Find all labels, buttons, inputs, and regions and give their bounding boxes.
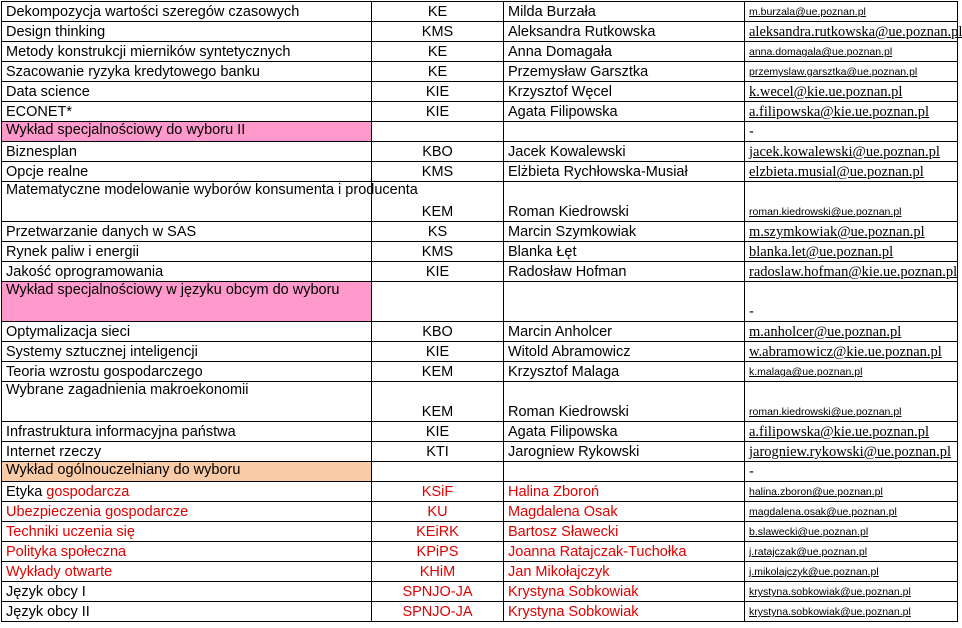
table-row xyxy=(2,442,958,462)
subject-text-highlight: gospodarcza xyxy=(46,484,130,500)
lecturer-cell: Jan Mikołajczyk xyxy=(504,562,745,582)
lecturer-cell: Roman Kiedrowski xyxy=(504,182,745,222)
lecturer-cell: Bartosz Sławecki xyxy=(504,522,745,542)
email-link[interactable]: krystyna.sobkowiak@ue.poznan.pl xyxy=(745,582,958,602)
lecturer-cell: Przemysław Garsztka xyxy=(504,62,745,82)
email-link[interactable]: roman.kiedrowski@ue.poznan.pl xyxy=(745,382,958,422)
unit-code-cell: KE xyxy=(372,42,504,62)
subject-text: Etyka xyxy=(6,484,47,500)
email-link[interactable]: jarogniew.rykowski@ue.poznan.pl xyxy=(745,442,958,462)
unit-code-cell: KSiF xyxy=(372,482,504,502)
lecturer-cell: Roman Kiedrowski xyxy=(504,382,745,422)
email-link[interactable]: a.filipowska@kie.ue.poznan.pl xyxy=(745,422,958,442)
subject-text: Wykłady otwarte xyxy=(6,564,113,580)
table-row xyxy=(2,462,958,482)
unit-code-cell: KHiM xyxy=(372,562,504,582)
courses-table-body xyxy=(2,2,962,622)
subject-cell xyxy=(2,342,372,362)
subject-text: Polityka społeczna xyxy=(6,544,127,560)
unit-code-cell: KEiRK xyxy=(372,522,504,542)
subject-text: Design thinking xyxy=(6,24,106,40)
subject-text: Internet rzeczy xyxy=(6,444,102,460)
subject-cell xyxy=(2,382,372,422)
table-row xyxy=(2,22,958,42)
subject-cell xyxy=(2,542,372,562)
unit-code-cell: SPNJO-JA xyxy=(372,602,504,622)
lecturer-cell: Milda Burzała xyxy=(504,2,745,22)
unit-code-cell: KEM xyxy=(372,182,504,222)
lecturer-cell xyxy=(504,462,745,482)
unit-code-cell: KBO xyxy=(372,142,504,162)
subject-text: Dekompozycja wartości szeregów czasowych xyxy=(6,4,300,20)
subject-cell xyxy=(2,22,372,42)
email-link[interactable]: krystyna.sobkowiak@ue.poznan.pl xyxy=(745,602,958,622)
subject-text: Wykład ogólnouczelniany do wyboru xyxy=(6,462,241,478)
subject-text: Techniki uczenia się xyxy=(6,524,135,540)
subject-text: Metody konstrukcji mierników syntetycznych xyxy=(6,44,291,60)
lecturer-cell: Halina Zboroń xyxy=(504,482,745,502)
subject-text: Optymalizacja sieci xyxy=(6,324,131,340)
unit-code-cell: KPiPS xyxy=(372,542,504,562)
table-row xyxy=(2,42,958,62)
subject-cell xyxy=(2,42,372,62)
subject-text: Jakość oprogramowania xyxy=(6,264,164,280)
email-link[interactable]: anna.domagala@ue.poznan.pl xyxy=(745,42,958,62)
table-row xyxy=(2,482,958,502)
email-link[interactable]: radoslaw.hofman@kie.ue.poznan.pl xyxy=(745,262,958,282)
table-row xyxy=(2,262,958,282)
unit-code-cell: KIE xyxy=(372,82,504,102)
courses-table xyxy=(1,1,962,622)
subject-cell xyxy=(2,122,372,142)
subject-cell xyxy=(2,582,372,602)
subject-cell xyxy=(2,162,372,182)
lecturer-cell: Agata Filipowska xyxy=(504,422,745,442)
subject-text: Data science xyxy=(6,84,90,100)
email-cell-empty: - xyxy=(745,122,958,142)
email-link[interactable]: m.szymkowiak@ue.poznan.pl xyxy=(745,222,958,242)
unit-code-cell: SPNJO-JA xyxy=(372,582,504,602)
unit-code-cell: KMS xyxy=(372,22,504,42)
unit-code-cell: KS xyxy=(372,222,504,242)
subject-text: ECONET* xyxy=(6,104,73,120)
email-link[interactable]: k.malaga@ue.poznan.pl xyxy=(745,362,958,382)
subject-text: Biznesplan xyxy=(6,144,77,160)
subject-text: Infrastruktura informacyjna państwa xyxy=(6,424,236,440)
unit-code-cell: KE xyxy=(372,2,504,22)
email-link[interactable]: roman.kiedrowski@ue.poznan.pl xyxy=(745,182,958,222)
lecturer-cell: Radosław Hofman xyxy=(504,262,745,282)
unit-code-cell: KTI xyxy=(372,442,504,462)
unit-code-cell: KIE xyxy=(372,422,504,442)
table-row xyxy=(2,182,958,222)
table-row xyxy=(2,582,958,602)
lecturer-cell: Blanka Łęt xyxy=(504,242,745,262)
subject-cell xyxy=(2,602,372,622)
lecturer-cell: Joanna Ratajczak-Tuchołka xyxy=(504,542,745,562)
email-link[interactable]: j.ratajczak@ue.poznan.pl xyxy=(745,542,958,562)
lecturer-cell: Krystyna Sobkowiak xyxy=(504,602,745,622)
lecturer-cell: Agata Filipowska xyxy=(504,102,745,122)
email-link[interactable]: magdalena.osak@ue.poznan.pl xyxy=(745,502,958,522)
table-row xyxy=(2,2,958,22)
subject-text: Język obcy II xyxy=(6,604,90,620)
email-link[interactable]: elzbieta.musial@ue.poznan.pl xyxy=(745,162,958,182)
subject-cell xyxy=(2,502,372,522)
subject-text: Wybrane zagadnienia makroekonomii xyxy=(6,382,249,398)
subject-cell xyxy=(2,242,372,262)
email-link[interactable]: halina.zboron@ue.poznan.pl xyxy=(745,482,958,502)
subject-text: Ubezpieczenia gospodarcze xyxy=(6,504,189,520)
subject-cell xyxy=(2,262,372,282)
lecturer-cell: Witold Abramowicz xyxy=(504,342,745,362)
lecturer-cell: Krzysztof Malaga xyxy=(504,362,745,382)
subject-cell xyxy=(2,62,372,82)
unit-code-cell: KIE xyxy=(372,342,504,362)
subject-text: Szacowanie ryzyka kredytowego banku xyxy=(6,64,260,80)
table-row xyxy=(2,602,958,622)
email-cell-empty: - xyxy=(745,282,958,322)
table-row xyxy=(2,122,958,142)
subject-cell xyxy=(2,182,418,222)
subject-cell xyxy=(2,2,372,22)
unit-code-cell: KEM xyxy=(372,362,504,382)
unit-code-cell: KIE xyxy=(372,262,504,282)
unit-code-cell: KEM xyxy=(372,382,504,422)
subject-text: Teoria wzrostu gospodarczego xyxy=(6,364,203,380)
subject-cell xyxy=(2,562,372,582)
table-row xyxy=(2,562,958,582)
subject-cell xyxy=(2,322,372,342)
subject-text: Matematyczne modelowanie wyborów konsumenta i producenta xyxy=(6,182,418,198)
table-row xyxy=(2,322,958,342)
table-row xyxy=(2,222,958,242)
email-link[interactable]: w.abramowicz@kie.ue.poznan.pl xyxy=(745,342,958,362)
lecturer-cell xyxy=(504,122,745,142)
unit-code-cell xyxy=(372,462,504,482)
subject-cell xyxy=(2,522,372,542)
lecturer-cell: Elżbieta Rychłowska-Musiał xyxy=(504,162,745,182)
lecturer-cell: Marcin Szymkowiak xyxy=(504,222,745,242)
table-row xyxy=(2,362,958,382)
subject-cell xyxy=(2,442,372,462)
table-row xyxy=(2,422,958,442)
table-row xyxy=(2,502,958,522)
subject-cell xyxy=(2,142,372,162)
lecturer-cell: Krystyna Sobkowiak xyxy=(504,582,745,602)
email-link[interactable]: aleksandra.rutkowska@ue.poznan.pl xyxy=(745,22,958,42)
email-link[interactable]: j.mikolajczyk@ue.poznan.pl xyxy=(745,562,958,582)
subject-cell xyxy=(2,102,372,122)
unit-code-cell xyxy=(372,282,504,322)
subject-text: Opcje realne xyxy=(6,164,89,180)
subject-cell xyxy=(2,462,372,482)
subject-cell xyxy=(2,222,372,242)
subject-cell xyxy=(2,362,372,382)
table-row xyxy=(2,142,958,162)
email-link[interactable]: m.anholcer@ue.poznan.pl xyxy=(745,322,958,342)
subject-text: Systemy sztucznej inteligencji xyxy=(6,344,198,360)
table-row xyxy=(2,82,958,102)
lecturer-cell: Jarogniew Rykowski xyxy=(504,442,745,462)
email-cell-empty: - xyxy=(745,462,958,482)
subject-cell xyxy=(2,482,372,502)
lecturer-cell: Marcin Anholcer xyxy=(504,322,745,342)
lecturer-cell xyxy=(504,282,745,322)
subject-text: Rynek paliw i energii xyxy=(6,244,139,260)
table-row xyxy=(2,62,958,82)
table-row xyxy=(2,382,958,422)
table-row xyxy=(2,282,958,322)
table-row xyxy=(2,242,958,262)
subject-cell xyxy=(2,422,372,442)
email-link[interactable]: m.burzala@ue.poznan.pl xyxy=(745,2,958,22)
unit-code-cell: KIE xyxy=(372,102,504,122)
lecturer-cell: Magdalena Osak xyxy=(504,502,745,522)
subject-cell xyxy=(2,82,372,102)
subject-cell xyxy=(2,282,372,322)
unit-code-cell xyxy=(372,122,504,142)
unit-code-cell: KMS xyxy=(372,242,504,262)
unit-code-cell: KMS xyxy=(372,162,504,182)
email-link[interactable]: blanka.let@ue.poznan.pl xyxy=(745,242,958,262)
email-link[interactable]: przemyslaw.garsztka@ue.poznan.pl xyxy=(745,62,958,82)
email-link[interactable]: k.wecel@kie.ue.poznan.pl xyxy=(745,82,958,102)
unit-code-cell: KBO xyxy=(372,322,504,342)
lecturer-cell: Krzysztof Węcel xyxy=(504,82,745,102)
unit-code-cell: KE xyxy=(372,62,504,82)
email-link[interactable]: jacek.kowalewski@ue.poznan.pl xyxy=(745,142,958,162)
unit-code-cell: KU xyxy=(372,502,504,522)
subject-text: Wykład specjalnościowy w języku obcym do wyboru xyxy=(6,282,340,298)
table-row xyxy=(2,542,958,562)
subject-text: Język obcy I xyxy=(6,584,86,600)
email-link[interactable]: a.filipowska@kie.ue.poznan.pl xyxy=(745,102,958,122)
table-row xyxy=(2,162,958,182)
lecturer-cell: Aleksandra Rutkowska xyxy=(504,22,745,42)
subject-text: Wykład specjalnościowy do wyboru II xyxy=(6,122,246,138)
subject-text: Przetwarzanie danych w SAS xyxy=(6,224,197,240)
email-link[interactable]: b.slawecki@ue.poznan.pl xyxy=(745,522,958,542)
lecturer-cell: Anna Domagała xyxy=(504,42,745,62)
lecturer-cell: Jacek Kowalewski xyxy=(504,142,745,162)
table-row xyxy=(2,102,958,122)
table-row xyxy=(2,522,958,542)
table-row xyxy=(2,342,958,362)
